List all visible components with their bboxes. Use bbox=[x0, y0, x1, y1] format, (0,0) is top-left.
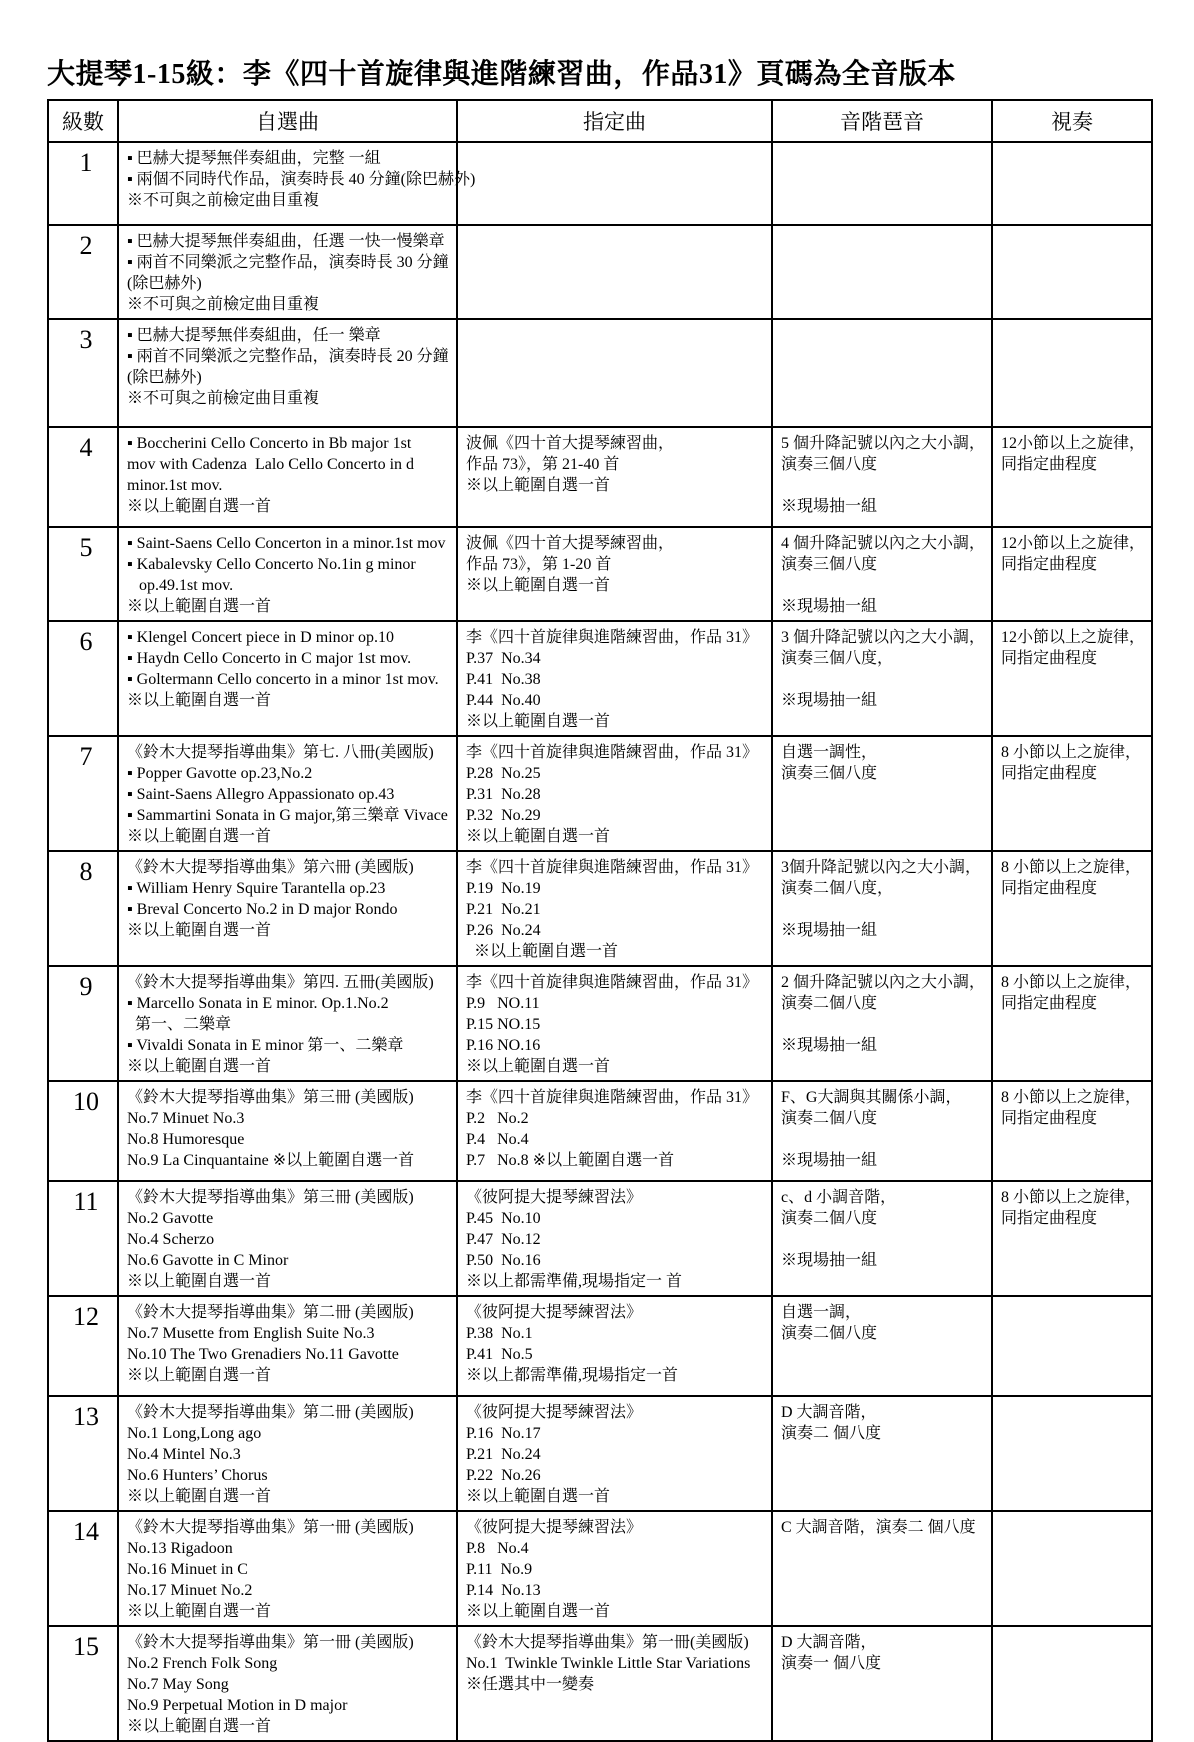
text-line: 同指定曲程度 bbox=[1001, 995, 1098, 1012]
text-line: 8 小節以上之旋律， bbox=[1001, 1189, 1142, 1206]
table-row bbox=[48, 1181, 1152, 1296]
text-line: 演奏三個八度 bbox=[781, 765, 878, 782]
text-line: No.6 Hunters’ Chorus bbox=[127, 1467, 268, 1484]
text-line: P.26 No.24 bbox=[466, 922, 541, 939]
designated-cell bbox=[457, 527, 772, 621]
designated-cell bbox=[457, 621, 772, 736]
text-line: No.6 Gavotte in C Minor bbox=[127, 1252, 289, 1269]
text-line: 演奏二個八度 bbox=[781, 1210, 878, 1227]
text-line: ▪ Kabalevsky Cello Concerto No.1in g minor bbox=[127, 556, 416, 573]
text-line: 自選一調性， bbox=[781, 744, 878, 761]
text-line: 《彼阿提大提琴練習法》 bbox=[466, 1304, 643, 1321]
text-line: No.9 Perpetual Motion in D major bbox=[127, 1697, 348, 1714]
text-line: 《鈴木大提琴指導曲集》第二冊 (美國版) bbox=[127, 1404, 414, 1421]
table-row bbox=[48, 736, 1152, 851]
own-cell bbox=[118, 1081, 457, 1181]
own-cell bbox=[118, 966, 457, 1081]
text-line: 波佩《四十首大提琴練習曲， bbox=[466, 535, 675, 552]
text-line: P.37 No.34 bbox=[466, 650, 541, 667]
text-line: 演奏二個八度 bbox=[781, 995, 878, 1012]
text-line: 李《四十首旋律與進階練習曲，作品 31》 bbox=[466, 744, 759, 761]
table-row bbox=[48, 966, 1152, 1081]
text-line: 演奏二個八度， bbox=[781, 880, 894, 897]
text-line: 李《四十首旋律與進階練習曲，作品 31》 bbox=[466, 629, 759, 646]
text-line: 《鈴木大提琴指導曲集》第二冊 (美國版) bbox=[127, 1304, 414, 1321]
sight-cell bbox=[992, 1396, 1152, 1511]
scales-cell bbox=[772, 1511, 992, 1626]
text-line: 自選一調， bbox=[781, 1304, 862, 1321]
table-row bbox=[48, 527, 1152, 621]
scales-cell bbox=[772, 851, 992, 966]
text-line: No.1 Long,Long ago bbox=[127, 1425, 262, 1442]
text-line: ※現場抽一組 bbox=[781, 1152, 878, 1169]
sight-cell bbox=[992, 427, 1152, 527]
text-line: ※現場抽一組 bbox=[781, 922, 878, 939]
level-cell: 14 bbox=[48, 1511, 118, 1626]
text-line: 同指定曲程度 bbox=[1001, 650, 1098, 667]
scales-cell bbox=[772, 736, 992, 851]
header-sight: 視奏 bbox=[992, 100, 1152, 142]
text-line: D 大調音階， bbox=[781, 1404, 877, 1421]
own-cell bbox=[118, 1181, 457, 1296]
text-line: ▪ 巴赫大提琴無伴奏組曲，任一 樂章 bbox=[127, 327, 381, 344]
text-line: op.49.1st mov. bbox=[127, 577, 234, 594]
level-cell: 2 bbox=[48, 225, 118, 319]
text-line: ※任選其中一變奏 bbox=[466, 1676, 595, 1693]
text-line: P.8 No.4 bbox=[466, 1540, 529, 1557]
designated-cell bbox=[457, 1626, 772, 1741]
text-line: minor.1st mov. bbox=[127, 477, 223, 494]
designated-cell bbox=[457, 1396, 772, 1511]
text-line: P.7 No.8 ※以上範圍自選一首 bbox=[466, 1152, 675, 1169]
level-cell: 3 bbox=[48, 319, 118, 427]
text-line: 12小節以上之旋律， bbox=[1001, 629, 1146, 646]
text-line: 作品 73》，第 1-20 首 bbox=[466, 556, 612, 573]
level-cell: 1 bbox=[48, 142, 118, 225]
scales-cell bbox=[772, 1626, 992, 1741]
text-line: 《彼阿提大提琴練習法》 bbox=[466, 1404, 643, 1421]
text-line: 李《四十首旋律與進階練習曲，作品 31》 bbox=[466, 974, 759, 991]
text-line: ▪ 兩首不同樂派之完整作品，演奏時長 30 分鐘 bbox=[127, 254, 449, 271]
text-line: P.22 No.26 bbox=[466, 1467, 541, 1484]
text-line: 同指定曲程度 bbox=[1001, 556, 1098, 573]
header-own-choice: 自選曲 bbox=[118, 100, 457, 142]
text-line: 《彼阿提大提琴練習法》 bbox=[466, 1519, 643, 1536]
text-line: P.11 No.9 bbox=[466, 1561, 533, 1578]
text-line: P.4 No.4 bbox=[466, 1131, 529, 1148]
text-line: 4 個升降記號以內之大小調， bbox=[781, 535, 986, 552]
text-line: 作品 73》，第 21-40 首 bbox=[466, 456, 620, 473]
page-title: 大提琴1-15級：李《四十首旋律與進階練習曲，作品31》頁碼為全音版本 bbox=[47, 59, 956, 90]
level-cell: 6 bbox=[48, 621, 118, 736]
text-line: P.2 No.2 bbox=[466, 1110, 529, 1127]
text-line: ※以上範圍自選一首 bbox=[127, 828, 272, 845]
sight-cell bbox=[992, 851, 1152, 966]
text-line: 《鈴木大提琴指導曲集》第一冊 (美國版) bbox=[127, 1519, 414, 1536]
text-line: ※以上範圍自選一首 bbox=[127, 692, 272, 709]
scales-cell bbox=[772, 319, 992, 427]
text-line: P.32 No.29 bbox=[466, 807, 541, 824]
header-designated: 指定曲 bbox=[457, 100, 772, 142]
header-level: 級數 bbox=[48, 100, 118, 142]
text-line: 演奏二個八度 bbox=[781, 1325, 878, 1342]
text-line: ※以上範圍自選一首 bbox=[127, 1488, 272, 1505]
text-line: P.28 No.25 bbox=[466, 765, 541, 782]
text-line: ※現場抽一組 bbox=[781, 1252, 878, 1269]
text-line: 波佩《四十首大提琴練習曲， bbox=[466, 435, 675, 452]
text-line bbox=[781, 1229, 989, 1250]
text-line: ▪ Saint-Saens Cello Concerton in a minor.1st mov bbox=[127, 535, 446, 552]
text-line: ※現場抽一組 bbox=[781, 598, 878, 615]
scales-cell bbox=[772, 1081, 992, 1181]
designated-cell bbox=[457, 851, 772, 966]
sight-cell bbox=[992, 225, 1152, 319]
text-line: ※以上都需準備,現場指定一 首 bbox=[466, 1273, 683, 1290]
text-line: 演奏三個八度 bbox=[781, 456, 878, 473]
table-row bbox=[48, 1626, 1152, 1741]
text-line: ▪ Breval Concerto No.2 in D major Rondo bbox=[127, 901, 398, 918]
text-line: ▪ Haydn Cello Concerto in C major 1st mov. bbox=[127, 650, 412, 667]
text-line: 演奏三個八度， bbox=[781, 650, 894, 667]
text-line: 3 個升降記號以內之大小調， bbox=[781, 629, 986, 646]
text-line: 《鈴木大提琴指導曲集》第六冊 (美國版) bbox=[127, 859, 414, 876]
designated-cell bbox=[457, 736, 772, 851]
designated-cell bbox=[457, 319, 772, 427]
text-line: ※以上範圍自選一首 bbox=[127, 922, 272, 939]
level-cell: 12 bbox=[48, 1296, 118, 1396]
scales-cell bbox=[772, 1181, 992, 1296]
scales-cell bbox=[772, 1396, 992, 1511]
own-cell bbox=[118, 1511, 457, 1626]
text-line: P.16 NO.16 bbox=[466, 1037, 541, 1054]
text-line: ※以上範圍自選一首 bbox=[127, 1058, 272, 1075]
text-line: mov with Cadenza Lalo Cello Concerto in d bbox=[127, 456, 415, 473]
text-line: ※現場抽一組 bbox=[781, 1037, 878, 1054]
table-header-row bbox=[48, 100, 1152, 142]
text-line: No.7 May Song bbox=[127, 1676, 229, 1693]
header-scales: 音階琶音 bbox=[772, 100, 992, 142]
text-line: 12小節以上之旋律， bbox=[1001, 535, 1146, 552]
own-cell bbox=[118, 1396, 457, 1511]
exam-table-body bbox=[48, 142, 1152, 1741]
text-line: ※以上範圍自選一首 bbox=[127, 1367, 272, 1384]
text-line: ※不可與之前檢定曲目重複 bbox=[127, 390, 320, 407]
text-line: P.19 No.19 bbox=[466, 880, 541, 897]
own-cell bbox=[118, 142, 476, 225]
text-line: ※以上範圍自選一首 bbox=[127, 498, 272, 515]
text-line: 同指定曲程度 bbox=[1001, 1210, 1098, 1227]
table-row bbox=[48, 225, 1152, 319]
text-line: ※以上範圍自選一首 bbox=[466, 577, 611, 594]
text-line: No.17 Minuet No.2 bbox=[127, 1582, 253, 1599]
text-line: ▪ Sammartini Sonata in G major,第三樂章 Vivace bbox=[127, 807, 448, 824]
text-line: 李《四十首旋律與進階練習曲，作品 31》 bbox=[466, 1089, 759, 1106]
text-line: ▪ 兩首不同樂派之完整作品，演奏時長 20 分鐘 bbox=[127, 348, 449, 365]
text-line: 同指定曲程度 bbox=[1001, 1110, 1098, 1127]
level-cell: 8 bbox=[48, 851, 118, 966]
text-line: ※以上範圍自選一首 bbox=[466, 1058, 611, 1075]
text-line: 3個升降記號以內之大小調， bbox=[781, 859, 982, 876]
text-line: ▪ 巴赫大提琴無伴奏組曲，任選 一快一慢樂章 bbox=[127, 233, 445, 250]
text-line bbox=[781, 1129, 989, 1150]
table-row bbox=[48, 427, 1152, 527]
own-cell bbox=[118, 621, 457, 736]
designated-cell bbox=[457, 966, 772, 1081]
sight-cell bbox=[992, 527, 1152, 621]
own-cell bbox=[118, 527, 457, 621]
text-line: P.45 No.10 bbox=[466, 1210, 541, 1227]
sight-cell bbox=[992, 1181, 1152, 1296]
text-line: 《鈴木大提琴指導曲集》第三冊 (美國版) bbox=[127, 1089, 414, 1106]
scales-cell bbox=[772, 427, 992, 527]
text-line: No.1 Twinkle Twinkle Little Star Variations bbox=[466, 1655, 751, 1672]
designated-cell bbox=[457, 225, 772, 319]
text-line: No.7 Minuet No.3 bbox=[127, 1110, 245, 1127]
text-line: 《鈴木大提琴指導曲集》第一冊 (美國版) bbox=[127, 1634, 414, 1651]
text-line: ※以上範圍自選一首 bbox=[127, 1273, 272, 1290]
text-line: P.15 NO.15 bbox=[466, 1016, 541, 1033]
text-line: P.21 No.24 bbox=[466, 1446, 541, 1463]
text-line: 《彼阿提大提琴練習法》 bbox=[466, 1189, 643, 1206]
text-line: c、d 小調音階， bbox=[781, 1189, 897, 1206]
designated-cell bbox=[457, 1081, 772, 1181]
text-line: ※以上範圍自選一首 bbox=[127, 1603, 272, 1620]
designated-cell bbox=[457, 1296, 772, 1396]
designated-cell bbox=[457, 1181, 772, 1296]
table-row bbox=[48, 1511, 1152, 1626]
text-line: 同指定曲程度 bbox=[1001, 456, 1098, 473]
text-line: 演奏一 個八度 bbox=[781, 1655, 882, 1672]
scales-cell bbox=[772, 966, 992, 1081]
text-line: ※以上範圍自選一首 bbox=[466, 713, 611, 730]
text-line bbox=[781, 575, 989, 596]
text-line bbox=[781, 669, 989, 690]
text-line: F、G大調與其關係小調， bbox=[781, 1089, 962, 1106]
table-row bbox=[48, 142, 1152, 225]
sight-cell bbox=[992, 1511, 1152, 1626]
text-line: No.4 Scherzo bbox=[127, 1231, 215, 1248]
text-line: 5 個升降記號以內之大小調， bbox=[781, 435, 986, 452]
text-line: P.38 No.1 bbox=[466, 1325, 533, 1342]
text-line: ※以上範圍自選一首 bbox=[127, 1718, 272, 1735]
own-cell bbox=[118, 1296, 457, 1396]
scales-cell bbox=[772, 225, 992, 319]
sight-cell bbox=[992, 1296, 1152, 1396]
text-line: 第一、二樂章 bbox=[127, 1016, 232, 1033]
table-row bbox=[48, 1081, 1152, 1181]
text-line: (除巴赫外) bbox=[127, 275, 202, 292]
text-line: ※以上都需準備,現場指定一首 bbox=[466, 1367, 679, 1384]
text-line: D 大調音階， bbox=[781, 1634, 877, 1651]
own-cell bbox=[118, 427, 457, 527]
text-line bbox=[781, 475, 989, 496]
exam-requirements-table bbox=[47, 99, 1153, 1742]
text-line: (除巴赫外) bbox=[127, 369, 202, 386]
text-line: No.7 Musette from English Suite No.3 bbox=[127, 1325, 375, 1342]
text-line: ▪ 兩個不同時代作品，演奏時長 40 分鐘(除巴赫外) bbox=[127, 171, 476, 188]
text-line: No.4 Mintel No.3 bbox=[127, 1446, 241, 1463]
text-line: P.47 No.12 bbox=[466, 1231, 541, 1248]
own-cell bbox=[118, 1626, 457, 1741]
text-line: 演奏三個八度 bbox=[781, 556, 878, 573]
text-line: 8 小節以上之旋律， bbox=[1001, 744, 1142, 761]
text-line: 李《四十首旋律與進階練習曲，作品 31》 bbox=[466, 859, 759, 876]
text-line: ※以上範圍自選一首 bbox=[466, 1488, 611, 1505]
text-line: 《鈴木大提琴指導曲集》第三冊 (美國版) bbox=[127, 1189, 414, 1206]
sight-cell bbox=[992, 736, 1152, 851]
sight-cell bbox=[992, 1081, 1152, 1181]
text-line: ※不可與之前檢定曲目重複 bbox=[127, 192, 320, 209]
scales-cell bbox=[772, 527, 992, 621]
text-line: ▪ 巴赫大提琴無伴奏組曲，完整 一組 bbox=[127, 150, 381, 167]
text-line: 同指定曲程度 bbox=[1001, 880, 1098, 897]
text-line: P.41 No.5 bbox=[466, 1346, 533, 1363]
text-line: ▪ Klengel Concert piece in D minor op.10 bbox=[127, 629, 394, 646]
text-line: P.21 No.21 bbox=[466, 901, 541, 918]
text-line: P.41 No.38 bbox=[466, 671, 541, 688]
text-line: ※現場抽一組 bbox=[781, 692, 878, 709]
own-cell bbox=[118, 319, 457, 427]
text-line: ▪ Marcello Sonata in E minor. Op.1.No.2 bbox=[127, 995, 389, 1012]
text-line: ※以上範圍自選一首 bbox=[466, 1603, 611, 1620]
text-line: 同指定曲程度 bbox=[1001, 765, 1098, 782]
text-line: No.13 Rigadoon bbox=[127, 1540, 233, 1557]
text-line: ▪ Vivaldi Sonata in E minor 第一、二樂章 bbox=[127, 1037, 404, 1054]
designated-cell bbox=[457, 427, 772, 527]
text-line: ※不可與之前檢定曲目重複 bbox=[127, 296, 320, 313]
text-line: No.2 French Folk Song bbox=[127, 1655, 278, 1672]
text-line: P.44 No.40 bbox=[466, 692, 541, 709]
text-line bbox=[781, 1014, 989, 1035]
sight-cell bbox=[992, 966, 1152, 1081]
table-row bbox=[48, 319, 1152, 427]
level-cell: 13 bbox=[48, 1396, 118, 1511]
table-row bbox=[48, 851, 1152, 966]
text-line: ※以上範圍自選一首 bbox=[466, 477, 611, 494]
text-line: P.31 No.28 bbox=[466, 786, 541, 803]
table-row bbox=[48, 1296, 1152, 1396]
sight-cell bbox=[992, 142, 1152, 225]
text-line: 2 個升降記號以內之大小調， bbox=[781, 974, 986, 991]
text-line: 8 小節以上之旋律， bbox=[1001, 974, 1142, 991]
text-line: 《鈴木大提琴指導曲集》第七. 八冊(美國版) bbox=[127, 744, 434, 761]
level-cell: 5 bbox=[48, 527, 118, 621]
text-line: C 大調音階，演奏二 個八度 bbox=[781, 1519, 976, 1536]
sight-cell bbox=[992, 621, 1152, 736]
text-line: 演奏二個八度 bbox=[781, 1110, 878, 1127]
text-line: No.9 La Cinquantaine ※以上範圍自選一首 bbox=[127, 1152, 415, 1169]
table-row bbox=[48, 621, 1152, 736]
text-line: ※以上範圍自選一首 bbox=[127, 598, 272, 615]
text-line: ▪ Boccherini Cello Concerto in Bb major 1st bbox=[127, 435, 412, 452]
text-line: P.9 NO.11 bbox=[466, 995, 540, 1012]
text-line: 演奏二 個八度 bbox=[781, 1425, 882, 1442]
text-line: No.16 Minuet in C bbox=[127, 1561, 248, 1578]
text-line: 《鈴木大提琴指導曲集》第四. 五冊(美國版) bbox=[127, 974, 434, 991]
text-line: P.16 No.17 bbox=[466, 1425, 541, 1442]
own-cell bbox=[118, 225, 457, 319]
level-cell: 15 bbox=[48, 1626, 118, 1741]
text-line bbox=[781, 899, 989, 920]
scales-cell bbox=[772, 142, 992, 225]
own-cell bbox=[118, 851, 457, 966]
text-line: No.10 The Two Grenadiers No.11 Gavotte bbox=[127, 1346, 399, 1363]
text-line: ▪ Popper Gavotte op.23,No.2 bbox=[127, 765, 313, 782]
table-row bbox=[48, 1396, 1152, 1511]
own-cell bbox=[118, 736, 457, 851]
text-line: ▪ Saint-Saens Allegro Appassionato op.43 bbox=[127, 786, 395, 803]
text-line: P.50 No.16 bbox=[466, 1252, 541, 1269]
level-cell: 9 bbox=[48, 966, 118, 1081]
scales-cell bbox=[772, 621, 992, 736]
text-line: 《鈴木大提琴指導曲集》第一冊(美國版) bbox=[466, 1634, 749, 1651]
text-line: ※以上範圍自選一首 bbox=[466, 943, 619, 960]
text-line: P.14 No.13 bbox=[466, 1582, 541, 1599]
scales-cell bbox=[772, 1296, 992, 1396]
level-cell: 4 bbox=[48, 427, 118, 527]
text-line: 8 小節以上之旋律， bbox=[1001, 859, 1142, 876]
sight-cell bbox=[992, 1626, 1152, 1741]
text-line: ※以上範圍自選一首 bbox=[466, 828, 611, 845]
level-cell: 7 bbox=[48, 736, 118, 851]
text-line: No.2 Gavotte bbox=[127, 1210, 214, 1227]
sight-cell bbox=[992, 319, 1152, 427]
designated-cell bbox=[457, 1511, 772, 1626]
text-line: ▪ William Henry Squire Tarantella op.23 bbox=[127, 880, 386, 897]
text-line: 12小節以上之旋律， bbox=[1001, 435, 1146, 452]
text-line: 8 小節以上之旋律， bbox=[1001, 1089, 1142, 1106]
level-cell: 11 bbox=[48, 1181, 118, 1296]
designated-cell bbox=[457, 142, 772, 225]
text-line: ※現場抽一組 bbox=[781, 498, 878, 515]
level-cell: 10 bbox=[48, 1081, 118, 1181]
text-line: ▪ Goltermann Cello concerto in a minor 1st mov. bbox=[127, 671, 439, 688]
text-line: No.8 Humoresque bbox=[127, 1131, 245, 1148]
